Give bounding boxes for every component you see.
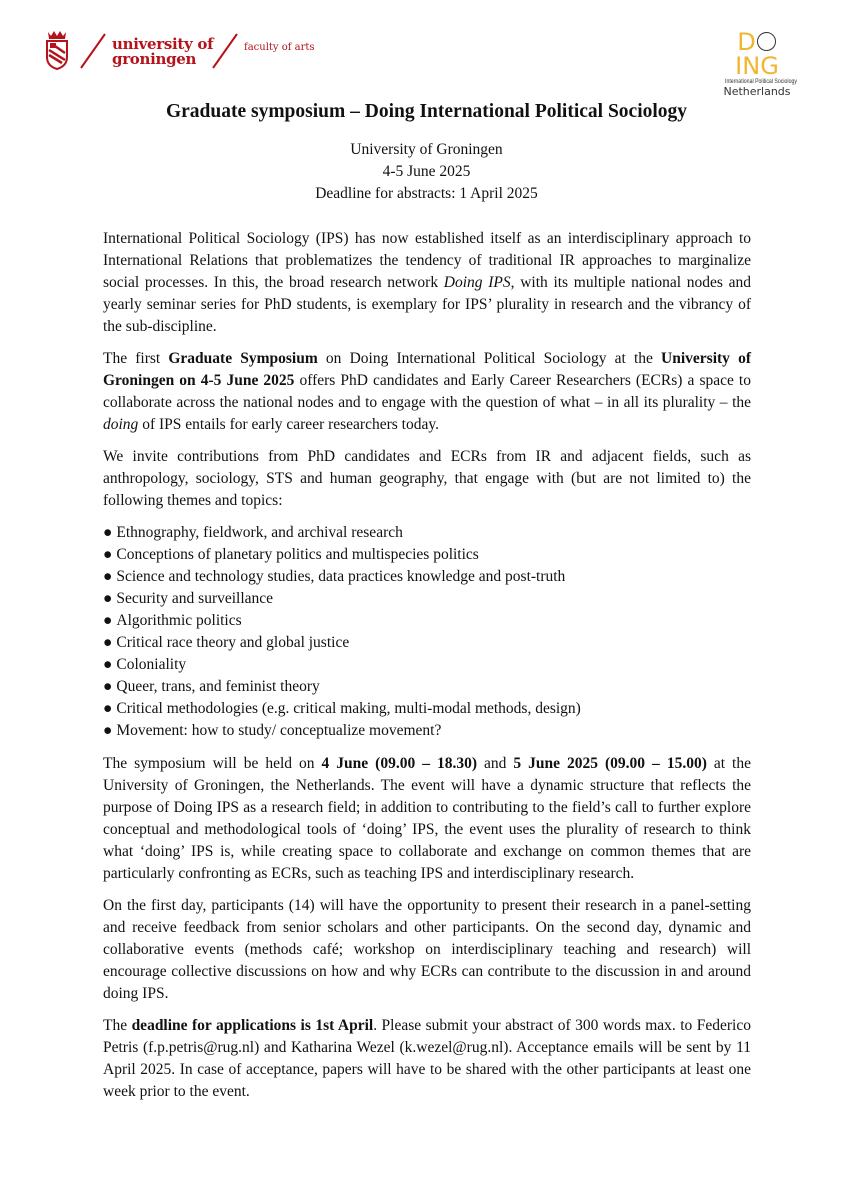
paragraph (103, 753, 751, 885)
theme-item (103, 588, 751, 610)
theme-item (103, 632, 751, 654)
groningen-crest-icon (44, 30, 70, 70)
event-meta (0, 139, 853, 205)
doing-subtitle: International Political Sociology (725, 78, 797, 85)
theme-label: Movement: how to study/ conceptualize movement? (116, 722, 442, 739)
text-run: and (477, 755, 514, 772)
faculty-name: faculty of arts (244, 42, 315, 53)
text-run: . Please submit your abstract of 300 words max. to Federico Petris ( (103, 1017, 751, 1056)
bullet-icon: ● (103, 568, 113, 585)
theme-item (103, 566, 751, 588)
circle-o-icon (757, 32, 776, 51)
text-run: on Doing International Political Sociology at the (317, 350, 662, 367)
doing-wordmark: DING (735, 28, 779, 80)
bold-text: Graduate Symposium (168, 350, 318, 367)
divider-slash-icon (78, 30, 108, 70)
theme-item (103, 544, 751, 566)
bullet-icon: ● (103, 546, 113, 563)
bullet-icon: ● (103, 700, 113, 717)
letterhead (0, 28, 853, 98)
bold-text: 4 June (09.00 – 18.30) (321, 755, 477, 772)
theme-item (103, 610, 751, 632)
text-run: The first (103, 350, 169, 367)
bullet-icon: ● (103, 656, 113, 673)
university-name-line1: university of (112, 35, 214, 53)
paragraph (103, 228, 751, 338)
bold-text: deadline for applications is 1st April (131, 1017, 374, 1034)
body-text (103, 228, 751, 1113)
bold-text: 5 June 2025 (09.00 – 15.00) (513, 755, 707, 772)
details-paragraphs (103, 753, 751, 1103)
theme-label: Ethnography, fieldwork, and archival research (116, 524, 403, 541)
theme-item (103, 522, 751, 544)
university-name-line2: groningen (112, 50, 197, 68)
theme-item (103, 654, 751, 676)
paragraph (103, 446, 751, 512)
email-address[interactable]: f.p.petris@rug.nl (148, 1039, 255, 1056)
text-run: International Political Sociology (IPS) has now established itself as an interdisciplinary approach to International Relations that problematizes the tendency of traditional IR approaches to marginalize social processes. In this, the broad research network (103, 230, 751, 291)
theme-label: Critical race theory and global justice (116, 634, 350, 651)
theme-item (103, 720, 751, 742)
bullet-icon: ● (103, 634, 113, 651)
event-location: University of Groningen (350, 141, 503, 158)
bullet-icon: ● (103, 722, 113, 739)
bold-text: University of Groningen on 4-5 June 2025 (103, 350, 751, 389)
text-run: , with its multiple national nodes and yearly seminar series for PhD students, is exemplary for IPS’ plurality in research and the vibrancy of the sub-discipline. (103, 274, 751, 335)
theme-label: Science and technology studies, data practices knowledge and post-truth (116, 568, 566, 585)
text-run: of IPS entails for early career researchers today. (138, 416, 439, 433)
theme-label: Critical methodologies (e.g. critical making, multi-modal methods, design) (116, 700, 581, 717)
italic-text: doing (103, 416, 139, 433)
event-dates: 4-5 June 2025 (382, 163, 471, 180)
bullet-icon: ● (103, 524, 113, 541)
text-run: offers PhD candidates and Early Career Researchers (ECRs) a space to collaborate across the national nodes and to engage with the question of what – in all its plurality – the (103, 372, 751, 411)
theme-label: Algorithmic politics (116, 612, 242, 629)
text-run: The (103, 1017, 132, 1034)
italic-text: Doing IPS (443, 274, 511, 291)
paragraph (103, 1015, 751, 1103)
text-run: ). Acceptance emails will be sent by 11 April 2025. In case of acceptance, papers will have to be shared with the other participants at least one week prior to the event. (103, 1039, 751, 1100)
text-run: On the first day, participants (14) will have the opportunity to present their research in a panel-setting and receive feedback from senior scholars and other participants. On the second day, dynamic and collaborative events (methods café; workshop on interdisciplinary teaching and research) will encourage collective discussions on how and why ECRs can contribute to the discussion in and around doing IPS. (103, 897, 751, 1002)
text-run: ) and Katharina Wezel ( (254, 1039, 405, 1056)
text-run: at the University of Groningen, the Netherlands. The event will have a dynamic structure that reflects the purpose of Doing IPS as a research field; in addition to contributing to the field’s call to further explore conceptual and methodological tools of ‘doing’ IPS, the event uses the plurality of research to think what ‘doing’ IPS is, while creating space to collaborate and exchange on common themes that are particularly confronting as ECRs, such as teaching IPS and interdisciplinary research. (103, 755, 751, 882)
text-run: The symposium will be held on (103, 755, 322, 772)
university-of-groningen-logo (44, 30, 213, 70)
paragraph (103, 895, 751, 1005)
bullet-icon: ● (103, 678, 113, 695)
themes-list (103, 522, 751, 742)
theme-item (103, 698, 751, 720)
theme-label: Security and surveillance (116, 590, 274, 607)
bullet-icon: ● (103, 612, 113, 629)
paragraph (103, 348, 751, 436)
abstract-deadline: Deadline for abstracts: 1 April 2025 (315, 185, 538, 202)
bullet-icon: ● (103, 590, 113, 607)
theme-label: Conceptions of planetary politics and multispecies politics (116, 546, 479, 563)
faculty-logo (202, 30, 315, 70)
doing-ips-logo (717, 30, 797, 98)
divider-slash-icon (210, 30, 240, 70)
doing-country: Netherlands (723, 85, 791, 98)
email-address[interactable]: k.wezel@rug.nl (404, 1039, 504, 1056)
theme-label: Queer, trans, and feminist theory (116, 678, 320, 695)
theme-label: Coloniality (116, 656, 187, 673)
page-title: Graduate symposium – Doing International Political Sociology (165, 101, 688, 122)
text-run: We invite contributions from PhD candidates and ECRs from IR and adjacent fields, such as anthropology, sociology, STS and human geography, that engage with (but are not limited to) the following themes and topics: (103, 448, 751, 509)
theme-item (103, 676, 751, 698)
intro-paragraphs (103, 228, 751, 512)
